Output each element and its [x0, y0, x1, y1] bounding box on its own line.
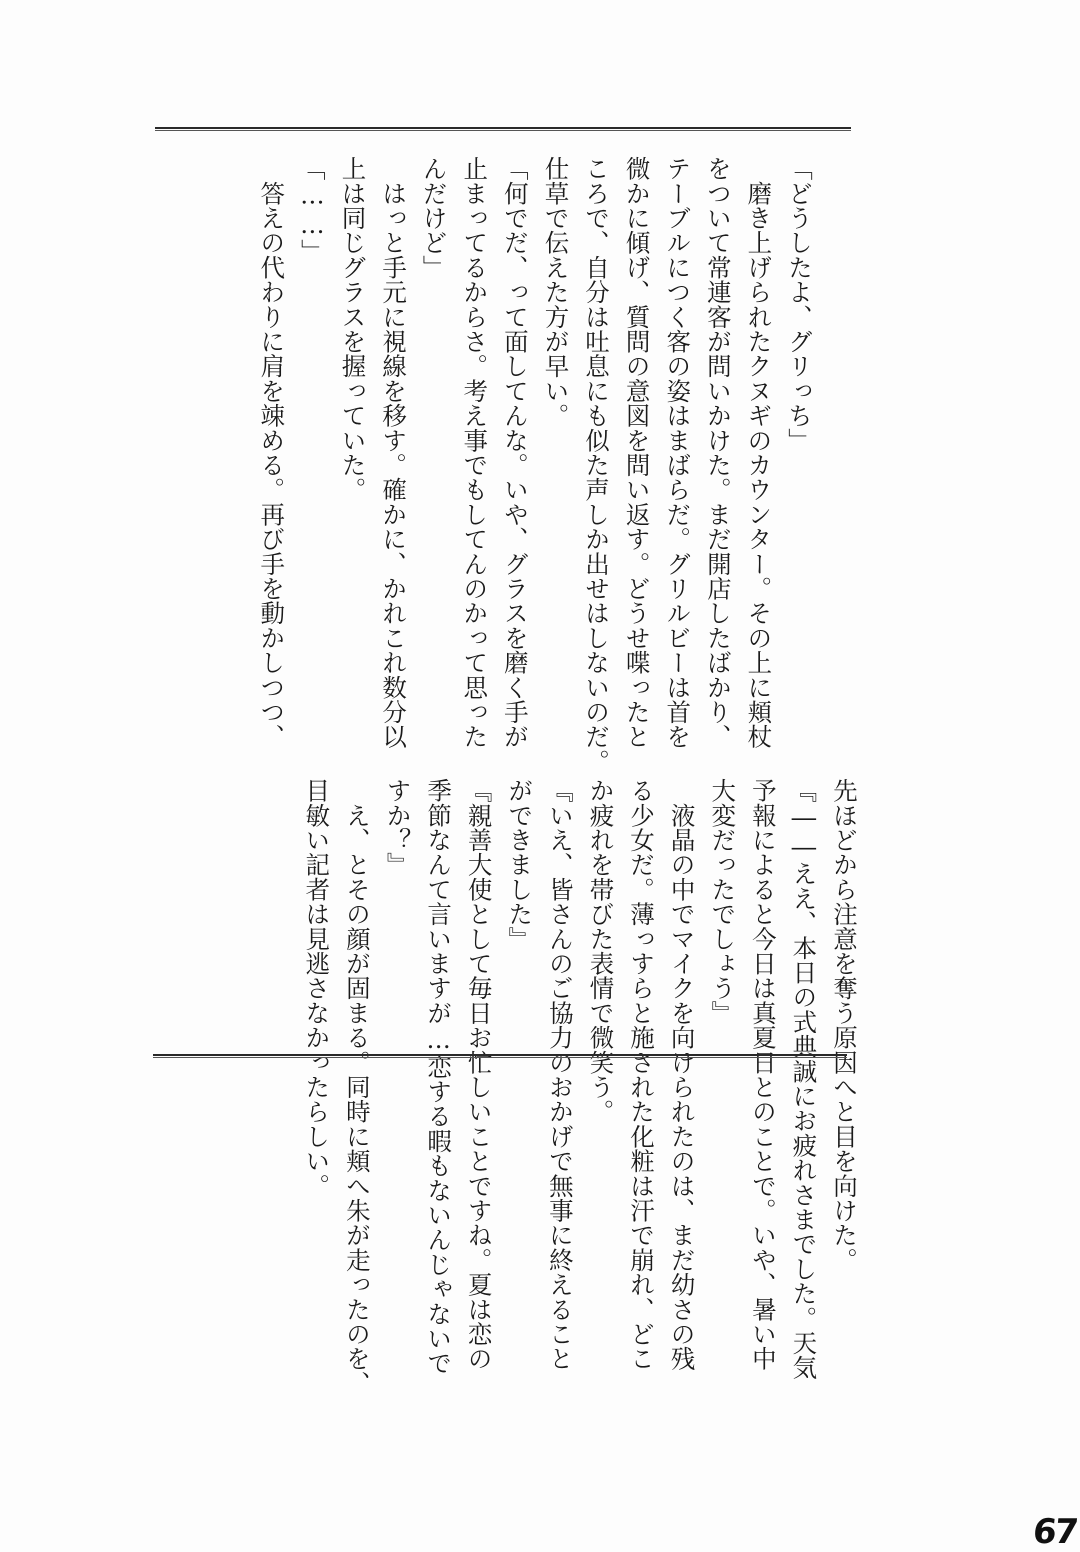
text-line: 「どうしたよ、グリっち」	[785, 156, 814, 453]
text-line: 磨き上げられたクヌギのカウンター。その上に頬杖	[744, 156, 774, 749]
text-line: え、とその顔が固まる。同時に頬へ朱が走ったのを、	[342, 778, 372, 1396]
bottom-rule	[153, 1054, 847, 1058]
text-line: 「……」	[297, 156, 327, 264]
text-line: 『いえ、皆さんのご協力のおかげで無事に終えること	[545, 778, 575, 1371]
text-line: 『親善大使として毎日お忙しいことですね。夏は恋の	[464, 778, 494, 1371]
text-line: 微かに傾げ、質問の意図を問い返す。どうせ喋ったと	[622, 156, 652, 749]
page-number-text: 67	[1030, 1512, 1079, 1552]
text-line: 目敏い記者は見逃さなかったらしい。	[302, 778, 332, 1198]
text-line: 答えの代わりに肩を竦める。再び手を動かしつつ、	[257, 156, 287, 749]
text-line: ができました』	[505, 778, 535, 951]
text-line: か疲れを帯びた表情で微笑う。	[586, 778, 616, 1124]
text-line: 予報によると今日は真夏日とのことで。いや、暑い中	[748, 778, 778, 1371]
upper-text-block	[251, 156, 819, 774]
text-line: 仕草で伝えた方が早い。	[541, 156, 571, 428]
text-line: 大変だったでしょう』	[708, 778, 738, 1025]
text-line: 先ほどから注意を奪う原因へと目を向けた。	[830, 778, 859, 1272]
text-line: をついて常連客が問いかけた。まだ開店したばかり、	[703, 156, 733, 749]
text-line: んだけど」	[419, 156, 449, 280]
text-line: はっと手元に視線を移す。確かに、かれこれ数分以	[379, 156, 409, 749]
text-line: 液晶の中でマイクを向けられたのは、まだ幼さの残	[667, 778, 697, 1371]
text-line: 『――ええ、本日の式典誠にお疲れさまでした。天気	[789, 778, 819, 1380]
text-line: 上は同じグラスを握っていた。	[338, 156, 368, 502]
text-line: テーブルにつく客の姿はまばらだ。グリルビーは首を	[663, 156, 693, 749]
text-line: 止まってるからさ。考え事でもしてんのかって思った	[460, 156, 490, 749]
lower-text-block	[296, 778, 864, 1396]
page-number	[1030, 1512, 1079, 1552]
text-line: 季節なんて言いますが…恋する暇もないんじゃないで	[424, 778, 454, 1376]
text-line: 「何でだ、って面してんな。いや、グラスを磨く手が	[500, 156, 530, 749]
text-line: ころで、自分は吐息にも似た声しか出せはしないのだ。	[582, 156, 612, 774]
top-rule	[155, 127, 851, 131]
text-line: る少女だ。薄っすらと施された化粧は汗で崩れ、どこ	[627, 778, 657, 1371]
text-line: すか？』	[383, 778, 413, 877]
